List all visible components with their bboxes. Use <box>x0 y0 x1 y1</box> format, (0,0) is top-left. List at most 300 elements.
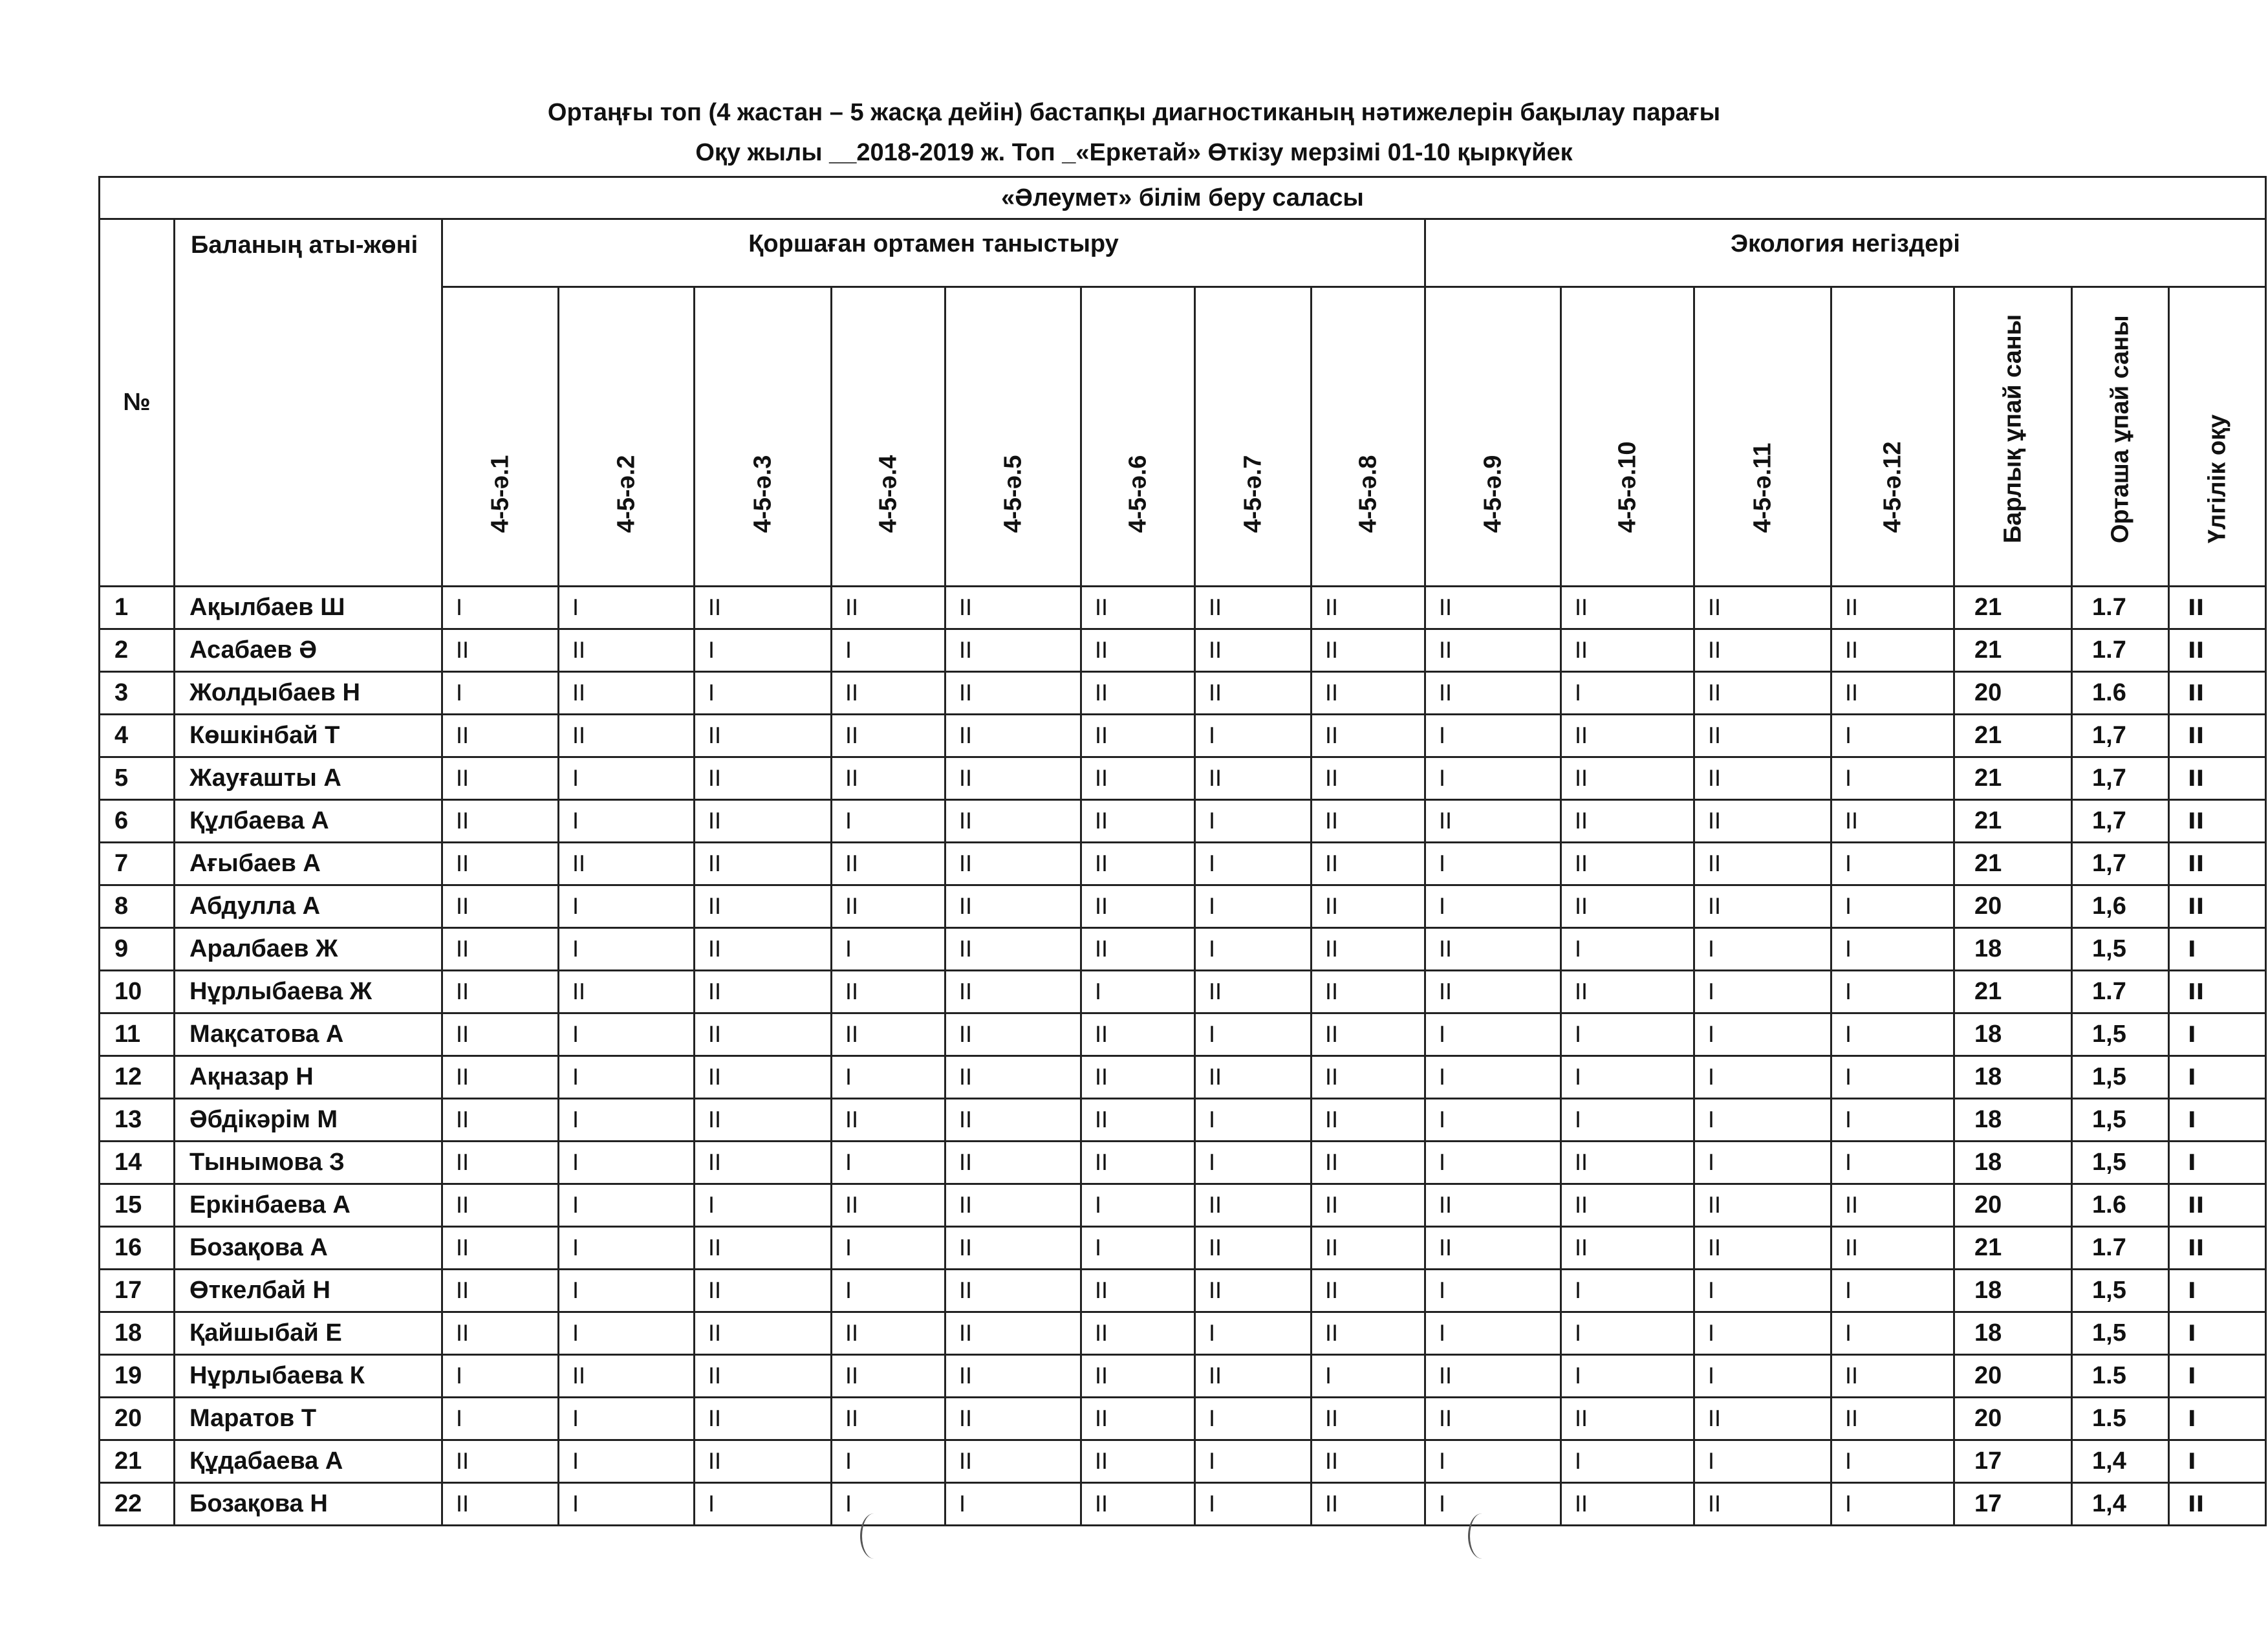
average-score: 1.7 <box>2072 1227 2169 1270</box>
score-cell: I <box>559 587 695 629</box>
score-cell: I <box>1831 757 1954 800</box>
score-cell: II <box>1081 885 1195 928</box>
score-cell: II <box>1831 587 1954 629</box>
score-cell: I <box>1425 757 1561 800</box>
score-cell: II <box>695 885 832 928</box>
total-header <box>1954 287 2072 587</box>
criterion-code-label: 4-5-ә.10 <box>1614 441 1641 533</box>
score-cell: I <box>1425 1013 1561 1056</box>
table-row <box>100 629 2266 672</box>
score-cell: II <box>1312 1056 1425 1099</box>
score-cell: II <box>1561 757 1694 800</box>
score-cell: II <box>832 885 945 928</box>
total-score: 21 <box>1954 800 2072 843</box>
score-cell: I <box>1831 715 1954 757</box>
document-subtitle: Оқу жылы __2018-2019 ж. Топ _«Еркетай» Өткізу мерзімі 01-10 қыркүйек <box>695 139 1573 166</box>
child-name: Көшкінбай Т <box>175 715 442 757</box>
results-table <box>98 176 2267 1526</box>
score-cell: II <box>695 1142 832 1184</box>
score-cell: I <box>559 1184 695 1227</box>
total-score: 18 <box>1954 928 2072 971</box>
score-cell: II <box>1425 1184 1561 1227</box>
level-header <box>2169 287 2266 587</box>
score-cell: II <box>442 1483 559 1526</box>
score-cell: II <box>832 1398 945 1440</box>
score-cell: II <box>1425 1355 1561 1398</box>
row-number: 13 <box>100 1099 175 1142</box>
score-cell: II <box>1312 672 1425 715</box>
criterion-code-label: 4-5-ә.2 <box>612 455 640 533</box>
score-cell: I <box>832 1270 945 1312</box>
score-cell: I <box>1694 971 1831 1013</box>
score-cell: II <box>1195 1355 1312 1398</box>
score-cell: II <box>1831 672 1954 715</box>
score-cell: II <box>1831 1227 1954 1270</box>
criterion-code-header <box>1561 287 1694 587</box>
score-cell: II <box>945 1440 1081 1483</box>
score-cell: I <box>1195 1440 1312 1483</box>
total-score: 18 <box>1954 1099 2072 1142</box>
score-cell: II <box>442 843 559 885</box>
criterion-code-label: 4-5-ә.6 <box>1124 455 1151 533</box>
score-cell: I <box>559 1398 695 1440</box>
total-score: 18 <box>1954 1013 2072 1056</box>
table-row <box>100 800 2266 843</box>
score-cell: II <box>832 1184 945 1227</box>
score-cell: II <box>945 629 1081 672</box>
score-cell: II <box>695 1099 832 1142</box>
score-cell: I <box>1195 1013 1312 1056</box>
row-number: 3 <box>100 672 175 715</box>
score-cell: II <box>695 715 832 757</box>
table-row <box>100 1483 2266 1526</box>
criterion-code-header <box>945 287 1081 587</box>
total-score: 21 <box>1954 587 2072 629</box>
score-cell: II <box>559 629 695 672</box>
child-name: Маратов Т <box>175 1398 442 1440</box>
child-name: Бозақова Н <box>175 1483 442 1526</box>
score-cell: II <box>945 1142 1081 1184</box>
score-cell: II <box>695 1056 832 1099</box>
score-cell: II <box>1312 1184 1425 1227</box>
score-cell: I <box>1425 715 1561 757</box>
child-name: Өткелбай Н <box>175 1270 442 1312</box>
score-cell: I <box>832 1440 945 1483</box>
score-cell: I <box>695 1184 832 1227</box>
level-cell: I <box>2169 928 2266 971</box>
total-score: 21 <box>1954 715 2072 757</box>
row-number: 7 <box>100 843 175 885</box>
row-number: 11 <box>100 1013 175 1056</box>
score-cell: II <box>945 1355 1081 1398</box>
criterion-code-label: 4-5-ә.3 <box>749 455 776 533</box>
row-number: 4 <box>100 715 175 757</box>
score-cell: II <box>695 1312 832 1355</box>
score-cell: II <box>442 800 559 843</box>
score-cell: I <box>832 800 945 843</box>
child-name: Нұрлыбаева К <box>175 1355 442 1398</box>
score-cell: I <box>1694 928 1831 971</box>
score-cell: II <box>695 800 832 843</box>
score-cell: II <box>945 843 1081 885</box>
score-cell: II <box>442 1227 559 1270</box>
score-cell: I <box>559 757 695 800</box>
criterion-code-header <box>1312 287 1425 587</box>
score-cell: II <box>1081 843 1195 885</box>
criterion-code-header <box>1081 287 1195 587</box>
score-cell: I <box>1831 1142 1954 1184</box>
level-cell: II <box>2169 843 2266 885</box>
score-cell: II <box>442 1142 559 1184</box>
score-cell: II <box>1081 1312 1195 1355</box>
level-cell: I <box>2169 1398 2266 1440</box>
table-row <box>100 1013 2266 1056</box>
score-cell: II <box>1081 587 1195 629</box>
score-cell: I <box>1195 1398 1312 1440</box>
score-cell: II <box>559 1355 695 1398</box>
score-cell: II <box>1312 1227 1425 1270</box>
criterion-code-label: 4-5-ә.9 <box>1479 455 1506 533</box>
total-score: 18 <box>1954 1270 2072 1312</box>
score-cell: I <box>1425 1099 1561 1142</box>
score-cell: II <box>832 757 945 800</box>
score-cell: II <box>1425 800 1561 843</box>
score-cell: I <box>559 1099 695 1142</box>
score-cell: I <box>559 1440 695 1483</box>
row-number: 17 <box>100 1270 175 1312</box>
score-cell: II <box>1425 629 1561 672</box>
score-cell: II <box>442 1056 559 1099</box>
total-header-label: Барлық ұпай саны <box>1999 314 2026 543</box>
table-row <box>100 971 2266 1013</box>
score-cell: I <box>559 1142 695 1184</box>
level-cell: II <box>2169 587 2266 629</box>
row-number: 5 <box>100 757 175 800</box>
score-cell: II <box>945 1056 1081 1099</box>
level-cell: II <box>2169 757 2266 800</box>
score-cell: I <box>1425 1056 1561 1099</box>
score-cell: I <box>832 928 945 971</box>
score-cell: I <box>1831 1013 1954 1056</box>
score-cell: I <box>1081 1184 1195 1227</box>
score-cell: I <box>1694 1312 1831 1355</box>
score-cell: I <box>1425 885 1561 928</box>
average-score: 1,6 <box>2072 885 2169 928</box>
score-cell: II <box>1081 800 1195 843</box>
score-cell: I <box>1195 928 1312 971</box>
score-cell: I <box>1694 1270 1831 1312</box>
score-cell: I <box>559 800 695 843</box>
score-cell: I <box>695 672 832 715</box>
row-number: 20 <box>100 1398 175 1440</box>
score-cell: II <box>1081 1398 1195 1440</box>
total-score: 18 <box>1954 1312 2072 1355</box>
child-name: Әбдікәрім М <box>175 1099 442 1142</box>
criterion-code-header <box>1195 287 1312 587</box>
score-cell: II <box>695 1270 832 1312</box>
average-score: 1,7 <box>2072 757 2169 800</box>
score-cell: I <box>1195 885 1312 928</box>
score-cell: II <box>945 1312 1081 1355</box>
score-cell: II <box>945 1270 1081 1312</box>
total-score: 20 <box>1954 1355 2072 1398</box>
score-cell: II <box>1312 587 1425 629</box>
table-row <box>100 1056 2266 1099</box>
score-cell: I <box>1831 1312 1954 1355</box>
level-cell: II <box>2169 1184 2266 1227</box>
score-cell: II <box>1312 1013 1425 1056</box>
level-cell: I <box>2169 1312 2266 1355</box>
score-cell: I <box>1425 1270 1561 1312</box>
child-name: Құдабаева А <box>175 1440 442 1483</box>
score-cell: II <box>1425 1398 1561 1440</box>
score-cell: II <box>1312 715 1425 757</box>
score-cell: II <box>442 1270 559 1312</box>
score-cell: I <box>559 928 695 971</box>
score-cell: I <box>945 1483 1081 1526</box>
total-score: 21 <box>1954 757 2072 800</box>
score-cell: II <box>832 715 945 757</box>
score-cell: II <box>695 971 832 1013</box>
score-cell: I <box>832 1227 945 1270</box>
score-cell: I <box>832 1056 945 1099</box>
score-cell: II <box>1694 843 1831 885</box>
score-cell: II <box>1561 843 1694 885</box>
average-header-label: Орташа ұпай саны <box>2106 315 2133 543</box>
score-cell: I <box>1561 1056 1694 1099</box>
group2-header: Экология негіздері <box>1425 219 2266 287</box>
score-cell: I <box>559 1312 695 1355</box>
score-cell: II <box>1081 757 1195 800</box>
score-cell: II <box>1694 757 1831 800</box>
level-cell: II <box>2169 885 2266 928</box>
criterion-code-label: 4-5-ә.8 <box>1354 455 1381 533</box>
score-cell: II <box>945 715 1081 757</box>
level-cell: I <box>2169 1142 2266 1184</box>
average-score: 1,7 <box>2072 715 2169 757</box>
score-cell: II <box>1561 1483 1694 1526</box>
criterion-code-header <box>1831 287 1954 587</box>
score-cell: II <box>1195 1227 1312 1270</box>
score-cell: I <box>1561 1355 1694 1398</box>
score-cell: II <box>1081 1099 1195 1142</box>
score-cell: II <box>695 1227 832 1270</box>
score-cell: II <box>1081 1056 1195 1099</box>
score-cell: II <box>1312 1440 1425 1483</box>
score-cell: II <box>442 1312 559 1355</box>
level-cell: I <box>2169 1013 2266 1056</box>
score-cell: I <box>1561 1440 1694 1483</box>
child-name: Бозақова А <box>175 1227 442 1270</box>
score-cell: II <box>832 672 945 715</box>
total-score: 20 <box>1954 1184 2072 1227</box>
total-score: 21 <box>1954 629 2072 672</box>
score-cell: II <box>1312 885 1425 928</box>
child-name: Абдулла А <box>175 885 442 928</box>
score-cell: I <box>1831 843 1954 885</box>
score-cell: I <box>1831 1483 1954 1526</box>
score-cell: II <box>1561 715 1694 757</box>
table-row <box>100 1355 2266 1398</box>
average-score: 1,5 <box>2072 1013 2169 1056</box>
score-cell: I <box>832 629 945 672</box>
child-name: Аралбаев Ж <box>175 928 442 971</box>
criterion-code-label: 4-5-ә.11 <box>1749 442 1776 533</box>
score-cell: I <box>442 1355 559 1398</box>
total-score: 20 <box>1954 1398 2072 1440</box>
score-cell: II <box>1831 1184 1954 1227</box>
child-name: Құлбаева А <box>175 800 442 843</box>
score-cell: I <box>1425 1483 1561 1526</box>
score-cell: II <box>1425 672 1561 715</box>
row-number: 2 <box>100 629 175 672</box>
score-cell: I <box>1081 1227 1195 1270</box>
level-cell: II <box>2169 629 2266 672</box>
score-cell: I <box>1831 1099 1954 1142</box>
score-cell: II <box>945 1227 1081 1270</box>
table-row <box>100 885 2266 928</box>
score-cell: II <box>1694 587 1831 629</box>
score-cell: I <box>1425 1142 1561 1184</box>
score-cell: II <box>559 971 695 1013</box>
scan-mark <box>860 1513 888 1559</box>
score-cell: I <box>1195 843 1312 885</box>
level-cell: II <box>2169 971 2266 1013</box>
score-cell: II <box>695 587 832 629</box>
child-name: Жауғашты А <box>175 757 442 800</box>
level-cell: II <box>2169 672 2266 715</box>
score-cell: I <box>1425 843 1561 885</box>
score-cell: I <box>832 1483 945 1526</box>
criterion-code-header <box>1694 287 1831 587</box>
average-score: 1,5 <box>2072 1099 2169 1142</box>
total-score: 18 <box>1954 1056 2072 1099</box>
score-cell: II <box>1831 1355 1954 1398</box>
score-cell: II <box>1312 971 1425 1013</box>
score-cell: I <box>1831 1440 1954 1483</box>
score-cell: II <box>945 672 1081 715</box>
score-cell: II <box>945 1398 1081 1440</box>
score-cell: II <box>1081 1142 1195 1184</box>
score-cell: I <box>1694 1355 1831 1398</box>
criterion-code-label: 4-5-ә.1 <box>486 455 513 533</box>
score-cell: II <box>1561 587 1694 629</box>
score-cell: I <box>559 1013 695 1056</box>
criterion-code-label: 4-5-ә.5 <box>999 455 1026 533</box>
level-cell: I <box>2169 1270 2266 1312</box>
score-cell: II <box>1081 715 1195 757</box>
score-cell: I <box>559 1227 695 1270</box>
score-cell: II <box>832 843 945 885</box>
score-cell: II <box>695 1013 832 1056</box>
score-cell: II <box>1694 1184 1831 1227</box>
average-score: 1,5 <box>2072 1056 2169 1099</box>
criterion-code-header <box>832 287 945 587</box>
score-cell: II <box>1694 1398 1831 1440</box>
child-name: Нұрлыбаева Ж <box>175 971 442 1013</box>
score-cell: II <box>442 928 559 971</box>
score-cell: I <box>1561 1270 1694 1312</box>
level-cell: I <box>2169 1056 2266 1099</box>
row-number: 6 <box>100 800 175 843</box>
score-cell: II <box>1312 629 1425 672</box>
score-cell: II <box>1561 1184 1694 1227</box>
level-cell: I <box>2169 1440 2266 1483</box>
table-row <box>100 672 2266 715</box>
child-name: Асабаев Ә <box>175 629 442 672</box>
table-row <box>100 715 2266 757</box>
score-cell: II <box>945 928 1081 971</box>
score-cell: II <box>945 587 1081 629</box>
score-cell: I <box>1561 1099 1694 1142</box>
average-header <box>2072 287 2169 587</box>
table-row <box>100 1184 2266 1227</box>
average-score: 1,5 <box>2072 1312 2169 1355</box>
table-row <box>100 1227 2266 1270</box>
score-cell: II <box>1561 629 1694 672</box>
table-row <box>100 1099 2266 1142</box>
score-cell: I <box>442 672 559 715</box>
score-cell: I <box>1312 1355 1425 1398</box>
criterion-code-header <box>559 287 695 587</box>
score-cell: II <box>442 757 559 800</box>
score-cell: II <box>559 672 695 715</box>
score-cell: I <box>1195 1312 1312 1355</box>
average-score: 1,5 <box>2072 1142 2169 1184</box>
score-cell: II <box>1425 971 1561 1013</box>
score-cell: II <box>1195 757 1312 800</box>
score-cell: II <box>1195 629 1312 672</box>
score-cell: II <box>1312 843 1425 885</box>
score-cell: II <box>1561 800 1694 843</box>
criterion-code-header <box>1425 287 1561 587</box>
score-cell: II <box>1081 672 1195 715</box>
score-cell: I <box>832 1142 945 1184</box>
score-cell: I <box>559 1270 695 1312</box>
table-row <box>100 1270 2266 1312</box>
score-cell: II <box>442 715 559 757</box>
score-cell: II <box>1561 885 1694 928</box>
score-cell: I <box>1831 1056 1954 1099</box>
child-name: Мақсатова А <box>175 1013 442 1056</box>
criterion-code-label: 4-5-ә.12 <box>1879 441 1906 533</box>
score-cell: II <box>1561 1227 1694 1270</box>
row-number: 14 <box>100 1142 175 1184</box>
level-cell: II <box>2169 800 2266 843</box>
score-cell: II <box>945 1013 1081 1056</box>
score-cell: I <box>1561 1312 1694 1355</box>
row-number: 19 <box>100 1355 175 1398</box>
table-row <box>100 587 2266 629</box>
score-cell: II <box>442 885 559 928</box>
total-score: 20 <box>1954 672 2072 715</box>
score-cell: II <box>1831 800 1954 843</box>
score-cell: I <box>559 1056 695 1099</box>
score-cell: I <box>1831 885 1954 928</box>
score-cell: I <box>1694 1440 1831 1483</box>
average-score: 1.6 <box>2072 1184 2169 1227</box>
row-number: 8 <box>100 885 175 928</box>
row-number: 10 <box>100 971 175 1013</box>
scan-mark <box>1468 1513 1496 1559</box>
score-cell: II <box>1831 629 1954 672</box>
row-number: 9 <box>100 928 175 971</box>
score-cell: I <box>695 629 832 672</box>
average-score: 1.7 <box>2072 971 2169 1013</box>
child-name: Ақназар Н <box>175 1056 442 1099</box>
score-cell: II <box>832 1355 945 1398</box>
score-cell: I <box>1561 672 1694 715</box>
